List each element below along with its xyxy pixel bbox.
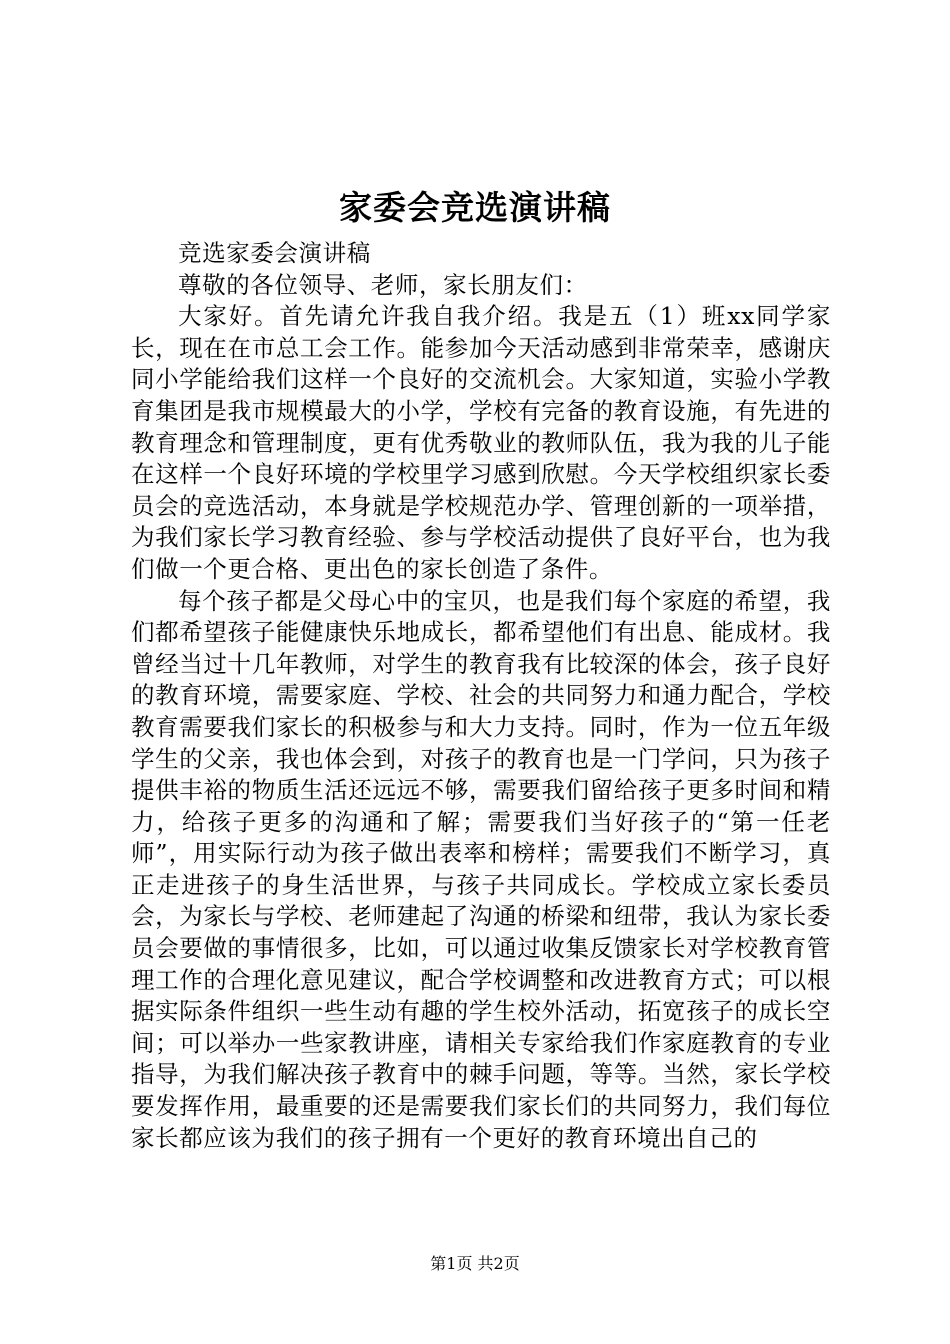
- paragraph-subtitle: 竞选家委会演讲稿: [178, 239, 371, 267]
- paragraph-introduction: 大家好。首先请允许我自我介绍。我是五（1）班xx同学家长，现在在市总工会工作。能参加今天活动感到非常荣幸，感谢庆同小学能给我们这样一个良好的交流机会。大家知道，实验小学教育集团是我市规模最大的小学，学校有完备的教育设施，有先进的教育理念和管理制度，更有优秀敬业的教师队伍，我为我的儿子能在这样一个良好环境的学校里学习感到欣慰。今天学校组织家长委员会的竞选活动，本身就是学校规范办学、管理创新的一项举措，为我们家长学习教育经验、参与学校活动提供了良好平台，也为我们做一个更合格、更出色的家长创造了条件。: [131, 302, 831, 583]
- document-body: [131, 238, 831, 1154]
- paragraph-salutation: 尊敬的各位领导、老师，家长朋友们：: [178, 270, 588, 299]
- paragraph-main: 每个孩子都是父母心中的宝贝，也是我们每个家庭的希望，我们都希望孩子能健康快乐地成长，都希望他们有出息、能成材。我曾经当过十几年教师，对学生的教育我有比较深的体会，孩子良好的教育环境，需要家庭、学校、社会的共同努力和通力配合，学校教育需要我们家长的积极参与和大力支持。同时，作为一位五年级学生的父亲，我也体会到，对孩子的教育也是一门学问，只为孩子提供丰裕的物质生活还远远不够，需要我们留给孩子更多时间和精力，给孩子更多的沟通和了解；需要我们当好孩子的“第一任老师”，用实际行动为孩子做出表率和榜样；需要我们不断学习，真正走进孩子的身生活世界，与孩子共同成长。学校成立家长委员会，为家长与学校、老师建起了沟通的桥梁和纽带，我认为家长委员会要做的事情很多，比如，可以通过收集反馈家长对学校教育管理工作的合理化意见建议，配合学校调整和改进教育方式；可以根据实际条件组织一些生动有趣的学生校外活动，拓宽孩子的成长空间；可以举办一些家教讲座，请相关专家给我们作家庭教育的专业指导，为我们解决孩子教育中的棘手问题，等等。当然，家长学校要发挥作用，最重要的还是需要我们家长们的共同努力，我们每位家长都应该为我们的孩子拥有一个更好的教育环境出自己的: [131, 586, 831, 1152]
- document-title: 家委会竞选演讲稿: [339, 188, 611, 227]
- page-number-footer: 第1页 共2页: [430, 1254, 520, 1273]
